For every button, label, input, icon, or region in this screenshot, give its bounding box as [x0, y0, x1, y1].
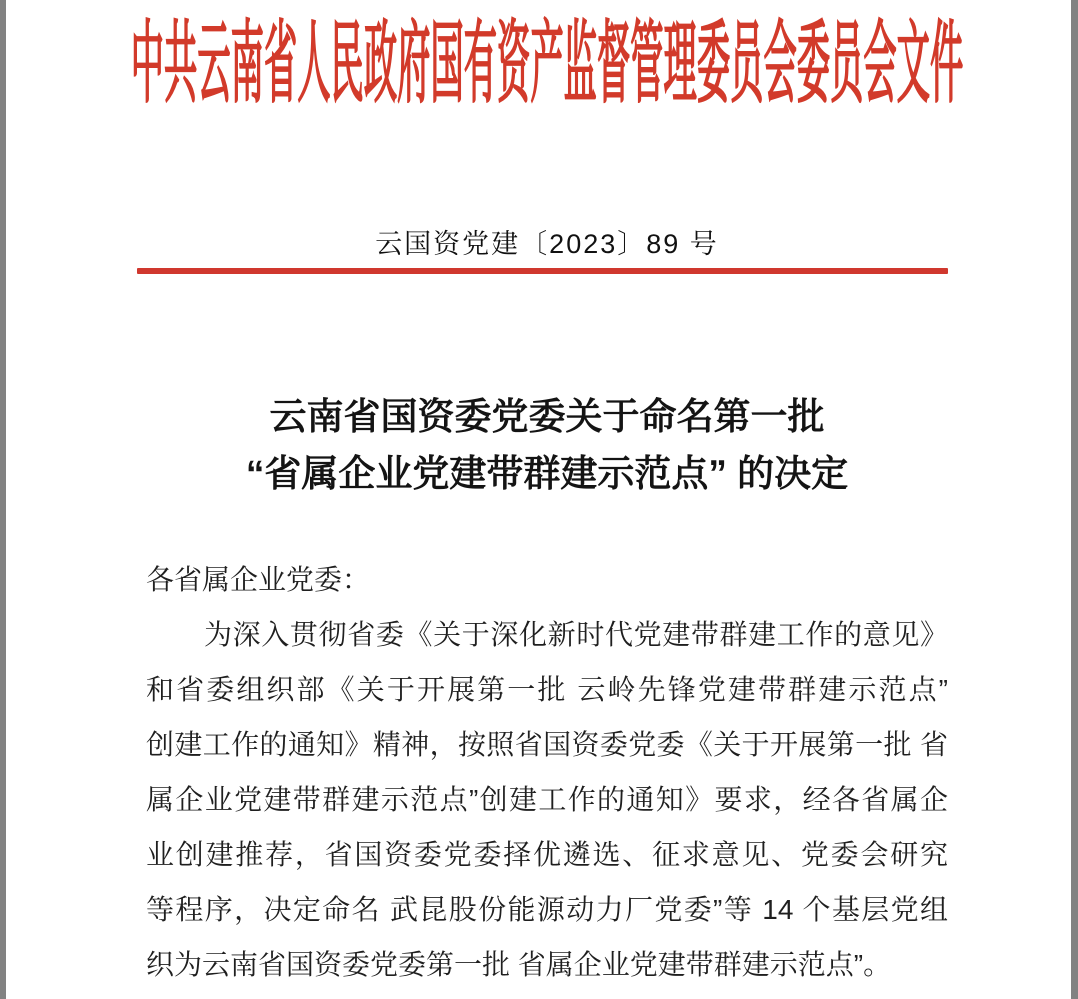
body-line: 和省委组织部《关于开展第一批 云岭先锋党建带群建示范点”: [146, 674, 948, 705]
body-line: 织为云南省国资委党委第一批 省属企业党建带群建示范点”。: [146, 949, 892, 980]
red-divider-line: [137, 268, 948, 274]
body-line: 业创建推荐，省国资委党委择优遴选、征求意见、党委会研究: [146, 839, 948, 870]
body-line: 创建工作的通知》精神，按照省国资委党委《关于开展第一批 省: [146, 729, 948, 760]
document-body: [146, 552, 948, 992]
right-edge-border: [1071, 0, 1078, 999]
issuing-authority-title: 中共云南省人民政府国有资产监督管理委员会委员会文件: [130, 15, 964, 114]
document-number: 云国资党建〔2023〕89 号: [375, 229, 719, 259]
salutation: 各省属企业党委：: [146, 564, 371, 595]
body-line: 为深入贯彻省委《关于深化新时代党建带群建工作的意见》: [204, 619, 948, 650]
red-header-banner: [130, 15, 964, 114]
document-title: [146, 388, 948, 502]
body-line: 等程序，决定命名 武昆股份能源动力厂党委”等 14 个基层党组: [146, 894, 948, 925]
body-line: 属企业党建带群建示范点”创建工作的通知》要求，经各省属企: [146, 784, 948, 815]
document-title-line2: “省属企业党建带群建示范点” 的决定: [245, 453, 849, 494]
left-edge-border: [0, 0, 6, 999]
document-title-line1: 云南省国资委党委关于命名第一批: [269, 396, 825, 437]
